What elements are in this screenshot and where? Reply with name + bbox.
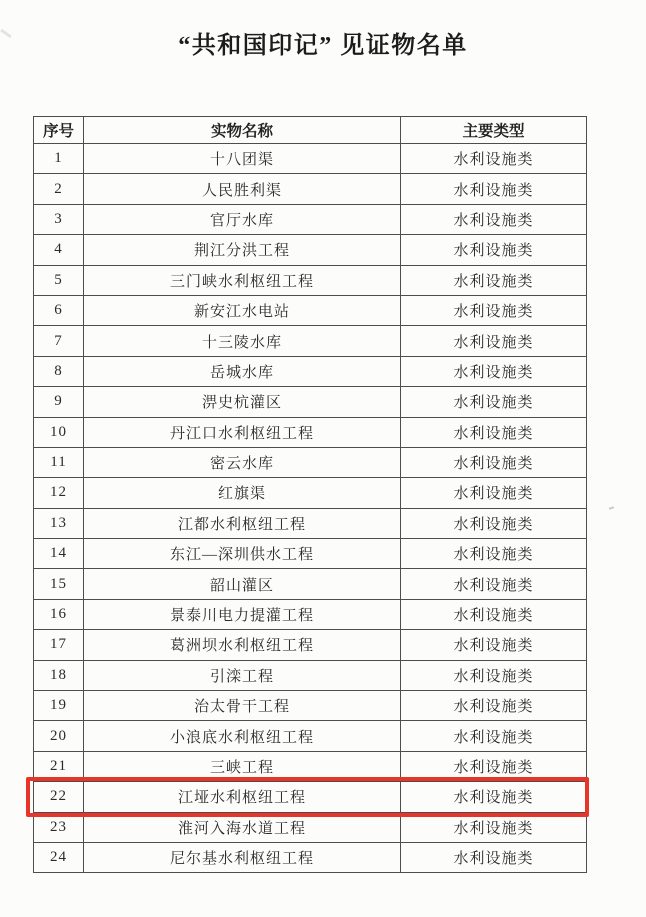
table-row: [34, 751, 587, 781]
table-row: [34, 174, 587, 204]
object-type-cell: 水利设施类: [401, 204, 587, 234]
row-number-cell: 6: [34, 295, 84, 325]
object-type-cell: 水利设施类: [401, 630, 587, 660]
object-name-cell: 官厅水库: [84, 204, 401, 234]
table-row: [34, 508, 587, 538]
object-name-cell: 十三陵水库: [84, 326, 401, 356]
row-number-cell: 8: [34, 356, 84, 386]
object-name-cell: 韶山灌区: [84, 569, 401, 599]
object-name-cell: 江垭水利枢纽工程: [84, 782, 401, 812]
object-type-cell: 水利设施类: [401, 447, 587, 477]
object-type-cell: 水利设施类: [401, 660, 587, 690]
table-row: [34, 204, 587, 234]
table-row: [34, 539, 587, 569]
object-name-cell: 红旗渠: [84, 478, 401, 508]
table-row: [34, 630, 587, 660]
table-row: [34, 569, 587, 599]
row-number-cell: 17: [34, 630, 84, 660]
header-main-type: 主要类型: [401, 117, 587, 144]
row-number-cell: 20: [34, 721, 84, 751]
table-row: [34, 265, 587, 295]
header-serial-number: 序号: [34, 117, 84, 144]
object-type-cell: 水利设施类: [401, 478, 587, 508]
table-row: [34, 235, 587, 265]
table-row: [34, 326, 587, 356]
row-number-cell: 7: [34, 326, 84, 356]
row-number-cell: 16: [34, 599, 84, 629]
row-number-cell: 3: [34, 204, 84, 234]
object-type-cell: 水利设施类: [401, 599, 587, 629]
object-type-cell: 水利设施类: [401, 144, 587, 174]
row-number-cell: 12: [34, 478, 84, 508]
object-type-cell: 水利设施类: [401, 417, 587, 447]
table-row: [34, 144, 587, 174]
object-type-cell: 水利设施类: [401, 265, 587, 295]
row-number-cell: 11: [34, 447, 84, 477]
row-number-cell: 2: [34, 174, 84, 204]
table-row: [34, 721, 587, 751]
row-number-cell: 10: [34, 417, 84, 447]
object-name-cell: 密云水库: [84, 447, 401, 477]
row-number-cell: 13: [34, 508, 84, 538]
table-row: [34, 599, 587, 629]
table-row: [34, 812, 587, 842]
object-name-cell: 尼尔基水利枢纽工程: [84, 842, 401, 872]
object-name-cell: 岳城水库: [84, 356, 401, 386]
object-name-cell: 淮河入海水道工程: [84, 812, 401, 842]
object-type-cell: 水利设施类: [401, 812, 587, 842]
object-name-cell: 小浪底水利枢纽工程: [84, 721, 401, 751]
table-row: [34, 417, 587, 447]
table-body: [34, 144, 587, 873]
object-type-cell: 水利设施类: [401, 751, 587, 781]
object-name-cell: 十八团渠: [84, 144, 401, 174]
object-type-cell: 水利设施类: [401, 295, 587, 325]
row-number-cell: 23: [34, 812, 84, 842]
object-name-cell: 荆江分洪工程: [84, 235, 401, 265]
header-object-name: 实物名称: [84, 117, 401, 144]
object-name-cell: 三门峡水利枢纽工程: [84, 265, 401, 295]
object-name-cell: 葛洲坝水利枢纽工程: [84, 630, 401, 660]
table-row: [34, 660, 587, 690]
table-row: [34, 782, 587, 812]
scan-speck: [609, 506, 614, 510]
object-name-cell: 江都水利枢纽工程: [84, 508, 401, 538]
row-number-cell: 14: [34, 539, 84, 569]
page-title: “共和国印记” 见证物名单: [178, 33, 468, 59]
table-row: [34, 387, 587, 417]
table-row: [34, 691, 587, 721]
object-type-cell: 水利设施类: [401, 235, 587, 265]
object-name-cell: 人民胜利渠: [84, 174, 401, 204]
row-number-cell: 15: [34, 569, 84, 599]
object-name-cell: 引滦工程: [84, 660, 401, 690]
witness-objects-table: [33, 116, 587, 873]
object-name-cell: 治太骨干工程: [84, 691, 401, 721]
object-type-cell: 水利设施类: [401, 387, 587, 417]
object-type-cell: 水利设施类: [401, 721, 587, 751]
row-number-cell: 24: [34, 842, 84, 872]
table-row: [34, 356, 587, 386]
table-header-row: [34, 117, 587, 144]
row-number-cell: 5: [34, 265, 84, 295]
object-type-cell: 水利设施类: [401, 842, 587, 872]
table-row: [34, 478, 587, 508]
object-name-cell: 东江—深圳供水工程: [84, 539, 401, 569]
row-number-cell: 18: [34, 660, 84, 690]
row-number-cell: 19: [34, 691, 84, 721]
row-number-cell: 4: [34, 235, 84, 265]
row-number-cell: 22: [34, 782, 84, 812]
object-name-cell: 景泰川电力提灌工程: [84, 599, 401, 629]
row-number-cell: 21: [34, 751, 84, 781]
object-type-cell: 水利设施类: [401, 326, 587, 356]
table-row: [34, 295, 587, 325]
object-type-cell: 水利设施类: [401, 174, 587, 204]
object-type-cell: 水利设施类: [401, 508, 587, 538]
object-name-cell: 丹江口水利枢纽工程: [84, 417, 401, 447]
object-name-cell: 淠史杭灌区: [84, 387, 401, 417]
object-name-cell: 新安江水电站: [84, 295, 401, 325]
object-name-cell: 三峡工程: [84, 751, 401, 781]
object-type-cell: 水利设施类: [401, 539, 587, 569]
table-row: [34, 842, 587, 872]
object-type-cell: 水利设施类: [401, 569, 587, 599]
row-number-cell: 9: [34, 387, 84, 417]
row-number-cell: 1: [34, 144, 84, 174]
object-type-cell: 水利设施类: [401, 691, 587, 721]
table-container: [33, 116, 586, 873]
table-row: [34, 447, 587, 477]
object-type-cell: 水利设施类: [401, 782, 587, 812]
object-type-cell: 水利设施类: [401, 356, 587, 386]
